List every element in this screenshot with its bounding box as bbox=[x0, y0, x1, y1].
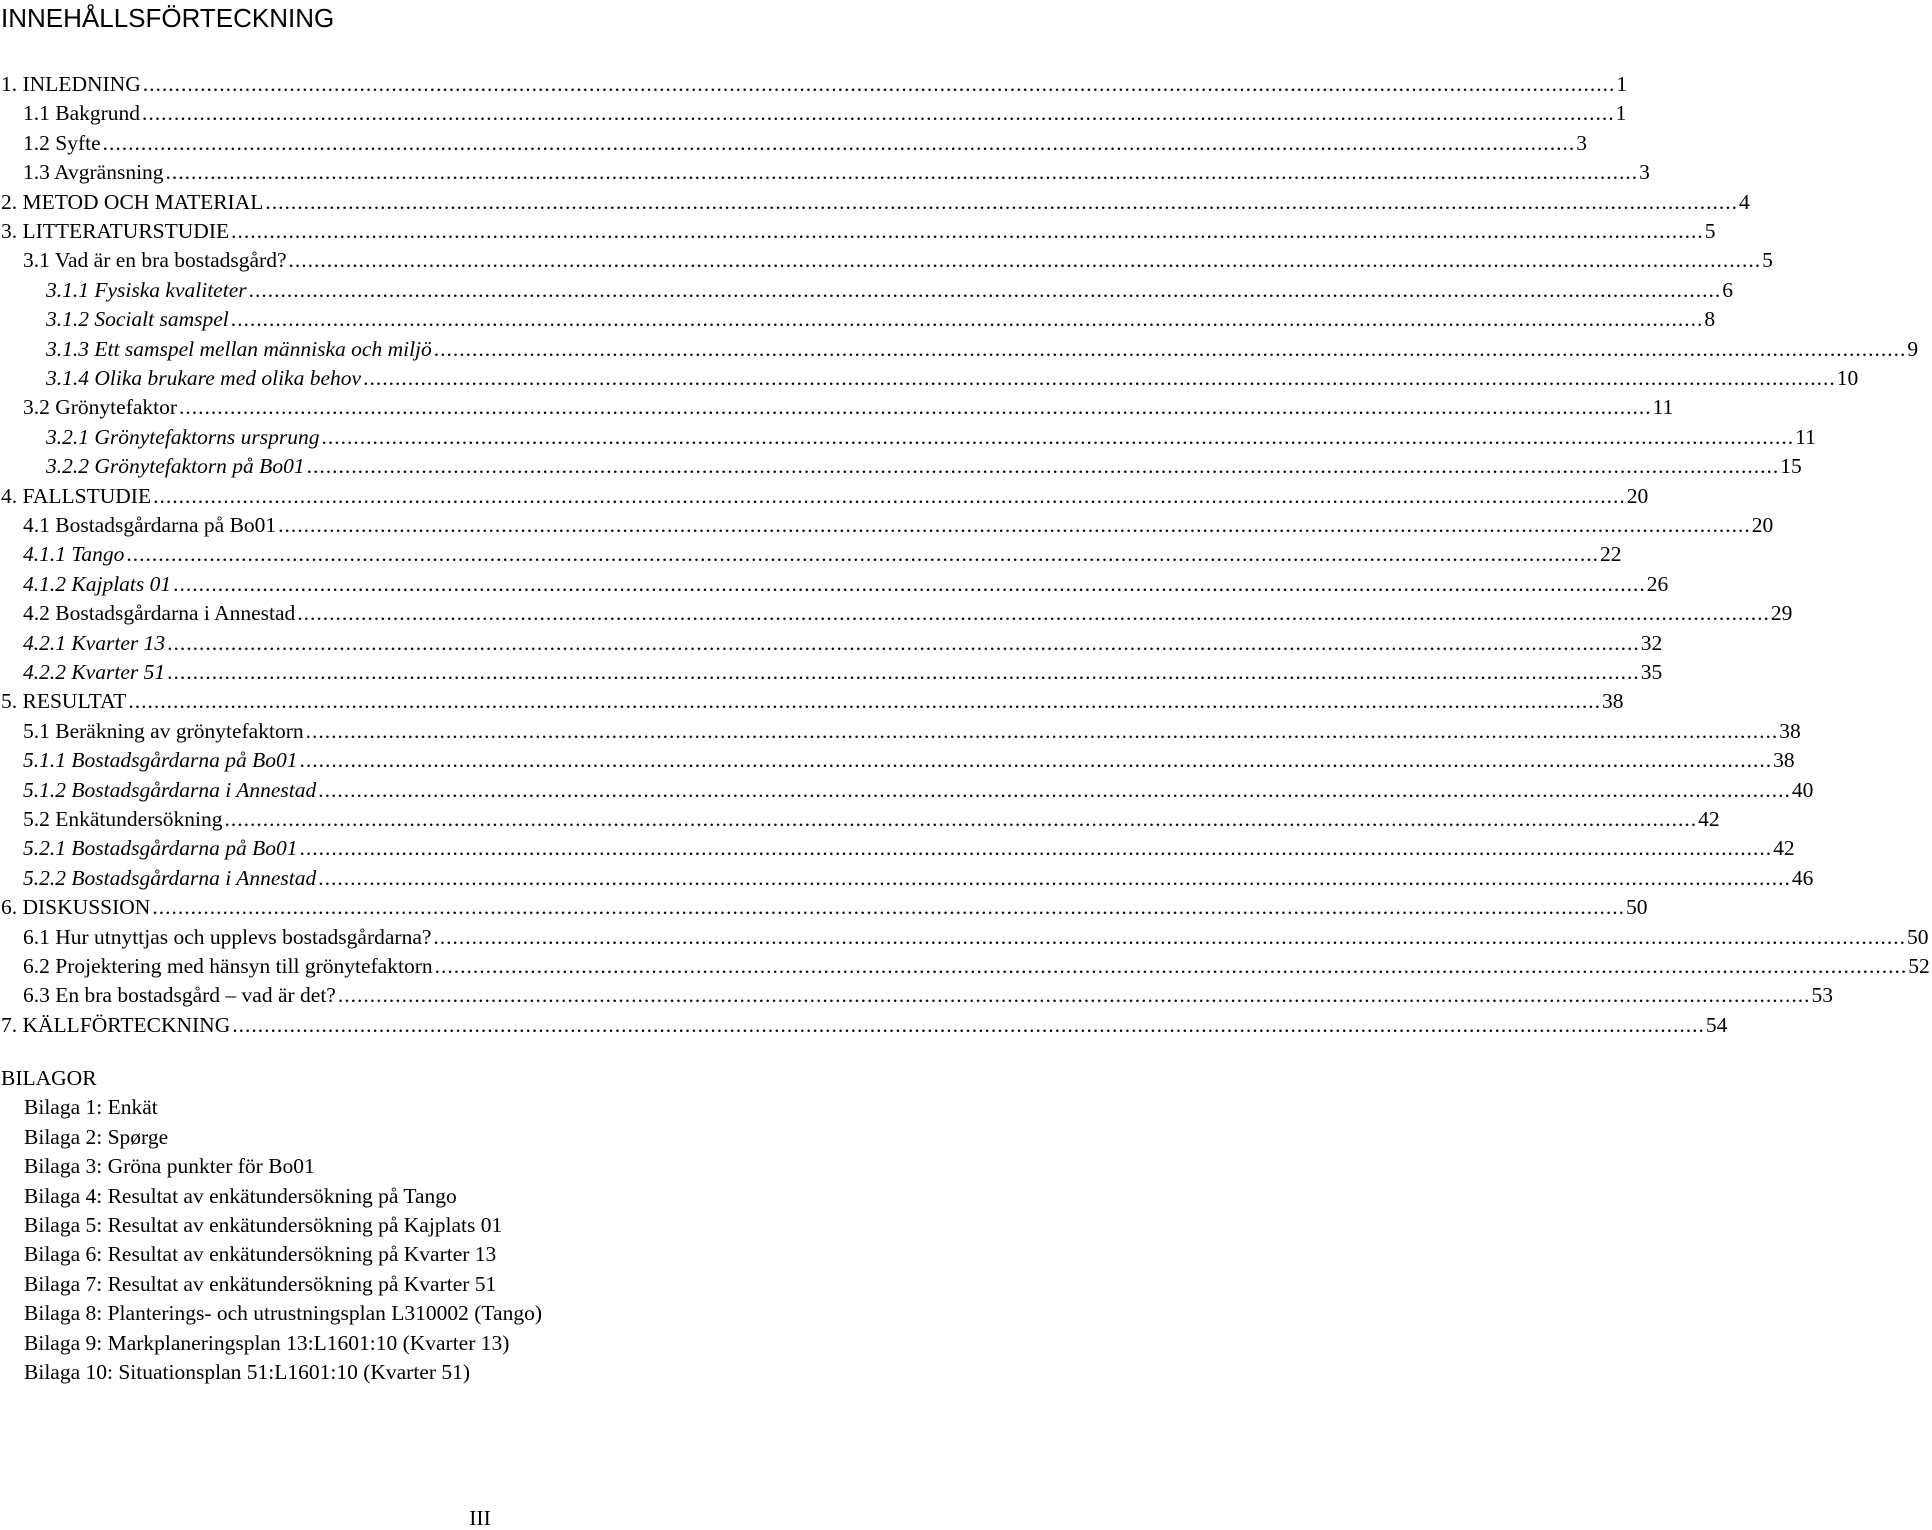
toc-entry-title: 4.2.1 Kvarter 13 bbox=[23, 630, 166, 655]
toc-entry-page: 20 bbox=[1626, 483, 1649, 508]
toc-entry[interactable] bbox=[0, 188, 1750, 217]
appendix-item: Bilaga 3: Gröna punkter för Bo01 bbox=[24, 1154, 315, 1179]
toc-dot-leader bbox=[300, 834, 1773, 863]
appendix-item: Bilaga 1: Enkät bbox=[24, 1095, 158, 1120]
toc-entry-title: 1.1 Bakgrund bbox=[23, 101, 141, 126]
toc-entry-title: 2. METOD OCH MATERIAL bbox=[1, 189, 264, 214]
toc-dot-leader bbox=[289, 246, 1762, 275]
toc-dot-leader bbox=[249, 276, 1722, 305]
toc-entry[interactable] bbox=[0, 452, 1802, 481]
toc-dot-leader bbox=[126, 540, 1599, 569]
toc-dot-leader bbox=[224, 805, 1697, 834]
toc-entry-title: 3.2.1 Grönytefaktorns ursprung bbox=[46, 424, 320, 449]
toc-dot-leader bbox=[167, 658, 1640, 687]
toc-entry-page: 46 bbox=[1791, 865, 1814, 890]
toc-dot-leader bbox=[306, 717, 1779, 746]
toc-dot-leader bbox=[179, 393, 1652, 422]
toc-dot-leader bbox=[232, 1011, 1705, 1040]
toc-entry[interactable] bbox=[0, 687, 1624, 716]
toc-entry-title: 3.1.4 Olika brukare med olika behov bbox=[46, 366, 362, 390]
toc-entry-title: 7. KÄLLFÖRTECKNING bbox=[1, 1012, 231, 1037]
toc-entry-title: 4.2 Bostadsgårdarna i Annestad bbox=[23, 601, 296, 626]
toc-entry-page: 42 bbox=[1773, 836, 1795, 861]
toc-entry-page: 15 bbox=[1780, 454, 1802, 479]
toc-dot-leader bbox=[231, 305, 1704, 334]
toc-dot-leader bbox=[318, 776, 1791, 805]
toc-entry-title: 1. INLEDNING bbox=[1, 72, 141, 96]
toc-dot-leader bbox=[231, 217, 1704, 246]
toc-entry-page: 8 bbox=[1704, 307, 1716, 332]
toc-entry[interactable] bbox=[0, 70, 1628, 99]
appendix-item: Bilaga 2: Spørge bbox=[24, 1124, 169, 1149]
toc-dot-leader bbox=[128, 687, 1601, 716]
toc-entry-title: 3.1 Vad är en bra bostadsgård? bbox=[23, 248, 287, 273]
toc-entry-page: 40 bbox=[1791, 777, 1814, 802]
toc-dot-leader bbox=[433, 923, 1906, 952]
toc-entry-title: 3.2 Grönytefaktor bbox=[23, 395, 178, 420]
toc-dot-leader bbox=[307, 452, 1780, 481]
toc-entry[interactable] bbox=[0, 335, 1919, 364]
toc-entry-title: 4.1.1 Tango bbox=[23, 542, 125, 567]
toc-dot-leader bbox=[142, 99, 1615, 128]
toc-dot-leader bbox=[265, 188, 1738, 217]
toc-entry-title: 5.2 Enkätundersökning bbox=[23, 807, 223, 831]
toc-entry[interactable] bbox=[0, 129, 1588, 158]
toc-entry[interactable] bbox=[0, 1011, 1728, 1040]
toc-entry-title: 3. LITTERATURSTUDIE bbox=[1, 219, 230, 243]
toc-entry-page: 26 bbox=[1646, 571, 1669, 596]
toc-entry-page: 3 bbox=[1576, 130, 1588, 155]
toc-entry[interactable] bbox=[0, 776, 1814, 805]
toc-dot-leader bbox=[338, 981, 1811, 1010]
toc-dot-leader bbox=[143, 70, 1616, 99]
toc-entry-page: 5 bbox=[1762, 248, 1773, 273]
page-title: INNEHÅLLSFÖRTECKNING bbox=[1, 3, 335, 33]
appendix-item: Bilaga 8: Planterings- och utrustningsplan L310002 (Tango) bbox=[24, 1301, 542, 1326]
toc-entry[interactable] bbox=[0, 952, 1930, 981]
toc-entry-page: 10 bbox=[1836, 366, 1859, 390]
toc-entry-title: 6.2 Projektering med hänsyn till grönytefaktorn bbox=[23, 954, 433, 978]
toc-entry[interactable] bbox=[0, 570, 1669, 599]
toc-dot-leader bbox=[318, 864, 1791, 893]
toc-entry-page: 4 bbox=[1739, 189, 1750, 214]
toc-entry-page: 9 bbox=[1907, 336, 1919, 361]
toc-entry-page: 54 bbox=[1705, 1012, 1728, 1037]
toc-entry-title: 1.2 Syfte bbox=[23, 130, 101, 155]
toc-entry-title: 5.1 Beräkning av grönytefaktorn bbox=[23, 718, 304, 743]
page-number: III bbox=[469, 1506, 491, 1530]
toc-entry-page: 32 bbox=[1640, 630, 1663, 655]
toc-entry-title: 3.2.2 Grönytefaktorn på Bo01 bbox=[46, 454, 305, 479]
toc-entry-title: 5.2.1 Bostadsgårdarna på Bo01 bbox=[23, 836, 298, 861]
toc-entry[interactable] bbox=[0, 540, 1622, 569]
toc-entry-page: 1 bbox=[1615, 101, 1627, 126]
toc-dot-leader bbox=[300, 746, 1773, 775]
toc-entry-page: 5 bbox=[1704, 219, 1716, 243]
toc-entry-page: 50 bbox=[1907, 924, 1929, 949]
toc-entry-page: 22 bbox=[1599, 542, 1622, 567]
toc-entry[interactable] bbox=[0, 599, 1793, 628]
appendix-item: Bilaga 9: Markplaneringsplan 13:L1601:10 (Kvarter 13) bbox=[24, 1330, 510, 1355]
toc-entry-page: 53 bbox=[1811, 983, 1833, 1008]
toc-dot-leader bbox=[363, 364, 1836, 393]
toc-entry[interactable] bbox=[0, 158, 1650, 187]
appendix-item: Bilaga 10: Situationsplan 51:L1601:10 (Kvarter 51) bbox=[24, 1360, 471, 1385]
toc-entry[interactable] bbox=[0, 805, 1720, 834]
toc-entry[interactable] bbox=[0, 276, 1733, 305]
appendix-item: Bilaga 6: Resultat av enkätundersökning på Kvarter 13 bbox=[24, 1242, 497, 1267]
toc-entry[interactable] bbox=[0, 364, 1859, 393]
toc-dot-leader bbox=[103, 129, 1576, 158]
toc-entry-page: 11 bbox=[1652, 395, 1674, 420]
toc-entry-page: 38 bbox=[1773, 748, 1795, 773]
toc-entry-title: 1.3 Avgränsning bbox=[23, 160, 164, 185]
toc-entry-page: 38 bbox=[1601, 689, 1624, 714]
toc-dot-leader bbox=[434, 335, 1907, 364]
toc-entry-page: 6 bbox=[1722, 277, 1733, 302]
toc-entry[interactable] bbox=[0, 246, 1773, 275]
toc-dot-leader bbox=[153, 482, 1626, 511]
toc-entry[interactable] bbox=[0, 658, 1663, 687]
toc-dot-leader bbox=[297, 599, 1770, 628]
toc-entry[interactable] bbox=[0, 217, 1716, 246]
appendix-list bbox=[1, 1064, 542, 1387]
toc-entry[interactable] bbox=[0, 482, 1649, 511]
toc-entry[interactable] bbox=[0, 864, 1814, 893]
toc-entry-title: 4.1 Bostadsgårdarna på Bo01 bbox=[23, 513, 277, 537]
toc-entry-title: 4.1.2 Kajplats 01 bbox=[23, 571, 172, 596]
toc-entry[interactable] bbox=[0, 99, 1627, 128]
toc-entry-title: 5.1.1 Bostadsgårdarna på Bo01 bbox=[23, 748, 298, 773]
toc-dot-leader bbox=[435, 952, 1908, 981]
toc-entry[interactable] bbox=[0, 923, 1929, 952]
toc-entry-page: 29 bbox=[1770, 601, 1793, 626]
toc-entry-page: 35 bbox=[1640, 660, 1663, 684]
toc-entry[interactable] bbox=[0, 511, 1774, 540]
toc-entry-title: 6.3 En bra bostadsgård – vad är det? bbox=[23, 983, 336, 1008]
appendix-item: Bilaga 4: Resultat av enkätundersökning på Tango bbox=[24, 1183, 457, 1208]
toc-entry[interactable] bbox=[0, 717, 1801, 746]
toc-entry-title: 3.1.2 Socialt samspel bbox=[46, 307, 229, 332]
toc-dot-leader bbox=[166, 158, 1639, 187]
toc-entry-title: 3.1.3 Ett samspel mellan människa och miljö bbox=[46, 336, 432, 361]
appendix-item: Bilaga 5: Resultat av enkätundersökning på Kajplats 01 bbox=[24, 1213, 503, 1238]
toc-entry[interactable] bbox=[0, 423, 1816, 452]
toc-entry-title: 4.2.2 Kvarter 51 bbox=[23, 660, 166, 684]
toc-entry-title: 6. DISKUSSION bbox=[1, 895, 151, 920]
toc-entry[interactable] bbox=[0, 746, 1795, 775]
toc-dot-leader bbox=[167, 629, 1640, 658]
toc-entry[interactable] bbox=[0, 393, 1674, 422]
toc-dot-leader bbox=[322, 423, 1795, 452]
toc-entry-page: 1 bbox=[1616, 72, 1628, 96]
toc-entry[interactable] bbox=[0, 834, 1795, 863]
toc-entry-title: 4. FALLSTUDIE bbox=[1, 483, 152, 508]
toc-entry-page: 11 bbox=[1795, 424, 1816, 449]
toc-entry-page: 50 bbox=[1625, 895, 1648, 920]
toc-entry-title: 3.1.1 Fysiska kvaliteter bbox=[46, 277, 247, 302]
appendix-heading: BILAGOR bbox=[1, 1066, 97, 1090]
toc-entry[interactable] bbox=[0, 893, 1648, 922]
toc-dot-leader bbox=[278, 511, 1751, 540]
toc-entry-title: 5.1.2 Bostadsgårdarna i Annestad bbox=[23, 777, 317, 802]
toc-entry-page: 38 bbox=[1779, 718, 1801, 743]
toc-entry[interactable] bbox=[0, 629, 1663, 658]
toc-entry-title: 5.2.2 Bostadsgårdarna i Annestad bbox=[23, 865, 317, 890]
toc-entry-title: 5. RESULTAT bbox=[1, 689, 127, 714]
toc-entry-page: 20 bbox=[1751, 513, 1774, 537]
toc-entry[interactable] bbox=[0, 981, 1833, 1010]
toc-dot-leader bbox=[152, 893, 1625, 922]
toc-entry-page: 3 bbox=[1639, 160, 1650, 185]
toc-entry[interactable] bbox=[0, 305, 1716, 334]
toc-entry-page: 42 bbox=[1698, 807, 1720, 831]
toc-entry-title: 6.1 Hur utnyttjas och upplevs bostadsgårdarna? bbox=[23, 924, 432, 949]
appendix-item: Bilaga 7: Resultat av enkätundersökning på Kvarter 51 bbox=[24, 1271, 497, 1296]
toc-entry-page: 52 bbox=[1908, 954, 1930, 978]
toc-dot-leader bbox=[173, 570, 1646, 599]
